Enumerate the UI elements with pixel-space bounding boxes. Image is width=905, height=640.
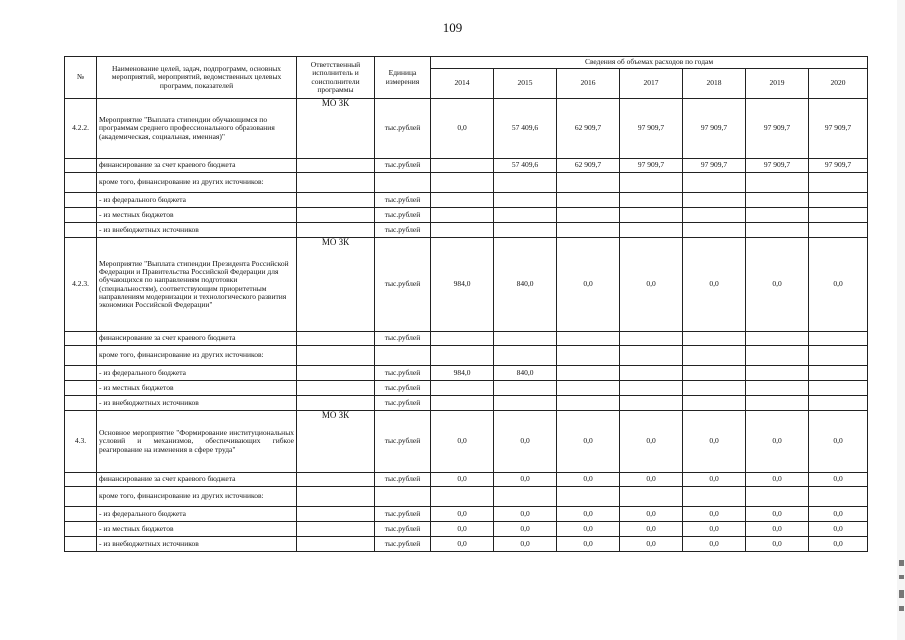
responsible-executor [297,381,375,396]
value-cell: 0,0 [746,238,809,332]
responsible-executor [297,507,375,522]
value-cell [809,332,868,346]
value-cell [809,208,868,223]
funding-row [65,173,868,193]
funding-row [65,193,868,208]
value-cell [494,396,557,411]
funding-source-label: кроме того, финансирование из других источников: [97,346,297,366]
responsible-executor: МО ЗК [297,99,375,159]
responsible-executor [297,193,375,208]
activity-row [65,99,868,159]
unit-cell [375,346,431,366]
value-cell: 0,0 [809,411,868,473]
value-cell [494,346,557,366]
funding-source-label: кроме того, финансирование из других источников: [97,487,297,507]
header-year: 2018 [683,69,746,99]
responsible-executor [297,159,375,173]
header-year: 2019 [746,69,809,99]
value-cell [746,366,809,381]
row-number [65,159,97,173]
value-cell: 0,0 [431,537,494,552]
funding-source-label: кроме того, финансирование из других источников: [97,173,297,193]
value-cell: 984,0 [431,238,494,332]
row-number [65,346,97,366]
value-cell [683,173,746,193]
value-cell: 984,0 [431,366,494,381]
responsible-executor [297,173,375,193]
unit-cell: тыс.рублей [375,99,431,159]
responsible-executor [297,332,375,346]
value-cell [620,396,683,411]
value-cell: 0,0 [494,537,557,552]
value-cell: 0,0 [557,507,620,522]
row-number [65,366,97,381]
responsible-executor [297,208,375,223]
value-cell [620,366,683,381]
page-number: 109 [442,20,463,35]
header-year: 2014 [431,69,494,99]
responsible-executor [297,522,375,537]
value-cell [557,396,620,411]
row-number: 4.2.3. [65,238,97,332]
value-cell [683,346,746,366]
value-cell [746,381,809,396]
value-cell [746,487,809,507]
funding-source-label: - из внебюджетных источников [97,396,297,411]
funding-source-label: - из местных бюджетов [97,381,297,396]
value-cell: 0,0 [683,507,746,522]
value-cell [620,223,683,238]
unit-cell: тыс.рублей [375,238,431,332]
funding-source-label: - из федерального бюджета [97,507,297,522]
value-cell [431,346,494,366]
value-cell [431,173,494,193]
value-cell [431,396,494,411]
value-cell: 97 909,7 [809,159,868,173]
header-name: Наименование целей, задач, подпрограмм, основных мероприятий, мероприятий, ведомственных целевых программ, показателей [97,57,297,99]
value-cell [494,193,557,208]
value-cell: 97 909,7 [746,99,809,159]
header-year: 2017 [620,69,683,99]
unit-cell: тыс.рублей [375,396,431,411]
value-cell [746,193,809,208]
activity-name: Мероприятие "Выплата стипендии Президента Российской Федерации и Правительства Российской Федерации для обучающихся по направлениям подготовки (специальностям), соответствующим приоритетным направлениям модернизации и технологического развития экономики Российской Федерации" [97,238,297,332]
responsible-executor [297,366,375,381]
header-num: № [65,57,97,99]
value-cell: 0,0 [431,411,494,473]
value-cell [494,208,557,223]
funding-row [65,346,868,366]
value-cell [494,173,557,193]
value-cell [809,366,868,381]
row-number: 4.2.2. [65,99,97,159]
value-cell: 0,0 [620,238,683,332]
value-cell [683,223,746,238]
value-cell: 0,0 [494,507,557,522]
value-cell: 0,0 [494,411,557,473]
value-cell [494,487,557,507]
row-number [65,332,97,346]
value-cell: 0,0 [557,411,620,473]
value-cell: 0,0 [620,507,683,522]
value-cell: 0,0 [557,238,620,332]
unit-cell [375,487,431,507]
header-responsible: Ответственный исполнитель и соисполнители программы [297,57,375,99]
value-cell [620,381,683,396]
row-number [65,507,97,522]
value-cell: 97 909,7 [620,159,683,173]
value-cell [557,381,620,396]
activity-row [65,411,868,473]
value-cell [809,381,868,396]
value-cell [809,346,868,366]
value-cell [809,396,868,411]
value-cell: 0,0 [431,473,494,487]
value-cell: 0,0 [557,473,620,487]
budget-table [64,56,868,552]
funding-source-label: - из федерального бюджета [97,193,297,208]
funding-source-label: финансирование за счет краевого бюджета [97,473,297,487]
value-cell: 0,0 [746,473,809,487]
value-cell: 0,0 [620,473,683,487]
header-years-group: Сведения об объемах расходов по годам [431,57,868,69]
value-cell [431,159,494,173]
value-cell [809,193,868,208]
unit-cell [375,173,431,193]
unit-cell: тыс.рублей [375,366,431,381]
value-cell [746,173,809,193]
value-cell [494,332,557,346]
funding-row [65,507,868,522]
value-cell: 0,0 [746,537,809,552]
row-number [65,487,97,507]
value-cell: 0,0 [683,411,746,473]
value-cell: 0,0 [431,507,494,522]
value-cell [494,223,557,238]
value-cell [683,208,746,223]
value-cell: 0,0 [809,522,868,537]
value-cell: 0,0 [494,522,557,537]
value-cell: 0,0 [746,411,809,473]
unit-cell: тыс.рублей [375,507,431,522]
value-cell [557,487,620,507]
funding-row [65,396,868,411]
value-cell [557,208,620,223]
row-number [65,223,97,238]
funding-row [65,208,868,223]
activity-row [65,238,868,332]
value-cell: 0,0 [683,537,746,552]
value-cell: 840,0 [494,238,557,332]
value-cell: 0,0 [683,522,746,537]
value-cell: 0,0 [809,537,868,552]
value-cell [431,223,494,238]
value-cell [494,381,557,396]
row-number [65,522,97,537]
header-year: 2015 [494,69,557,99]
value-cell: 0,0 [746,507,809,522]
header-year: 2020 [809,69,868,99]
value-cell: 97 909,7 [620,99,683,159]
value-cell: 97 909,7 [683,159,746,173]
value-cell [557,332,620,346]
funding-row [65,487,868,507]
value-cell [746,223,809,238]
funding-row [65,159,868,173]
value-cell [557,346,620,366]
value-cell [620,193,683,208]
unit-cell: тыс.рублей [375,223,431,238]
value-cell: 0,0 [683,238,746,332]
value-cell [557,223,620,238]
unit-cell: тыс.рублей [375,193,431,208]
unit-cell: тыс.рублей [375,381,431,396]
row-number [65,473,97,487]
header-year: 2016 [557,69,620,99]
value-cell [431,381,494,396]
value-cell: 0,0 [809,473,868,487]
row-number [65,537,97,552]
value-cell [620,208,683,223]
value-cell [620,346,683,366]
value-cell: 97 909,7 [683,99,746,159]
value-cell: 62 909,7 [557,99,620,159]
responsible-executor [297,396,375,411]
funding-source-label: - из федерального бюджета [97,366,297,381]
funding-row [65,332,868,346]
value-cell: 0,0 [809,238,868,332]
funding-row [65,366,868,381]
value-cell: 840,0 [494,366,557,381]
value-cell: 0,0 [746,522,809,537]
row-number: 4.3. [65,411,97,473]
value-cell [683,396,746,411]
value-cell [809,223,868,238]
value-cell [809,173,868,193]
funding-source-label: - из внебюджетных источников [97,223,297,238]
value-cell [557,366,620,381]
funding-source-label: - из местных бюджетов [97,522,297,537]
value-cell [431,487,494,507]
activity-name: Мероприятие "Выплата стипендии обучающимся по программам среднего профессионального образования (академическая, социальная, именная)" [97,99,297,159]
value-cell [809,487,868,507]
value-cell [683,193,746,208]
value-cell: 0,0 [620,522,683,537]
scan-edge [897,0,905,640]
responsible-executor: МО ЗК [297,238,375,332]
unit-cell: тыс.рублей [375,159,431,173]
value-cell [683,487,746,507]
value-cell [746,208,809,223]
value-cell [746,332,809,346]
activity-name: Основное мероприятие "Формирование институциональных условий и механизмов, обеспечивающих гибкое реагирование на изменения в сфере труда" [97,411,297,473]
value-cell: 0,0 [620,537,683,552]
unit-cell: тыс.рублей [375,473,431,487]
responsible-executor [297,223,375,238]
value-cell: 0,0 [431,99,494,159]
value-cell [746,396,809,411]
responsible-executor [297,473,375,487]
unit-cell: тыс.рублей [375,332,431,346]
value-cell: 0,0 [683,473,746,487]
funding-row [65,473,868,487]
value-cell [557,173,620,193]
row-number [65,381,97,396]
value-cell [620,487,683,507]
value-cell [683,332,746,346]
funding-source-label: - из местных бюджетов [97,208,297,223]
table-body [65,99,868,552]
value-cell: 97 909,7 [809,99,868,159]
row-number [65,208,97,223]
unit-cell: тыс.рублей [375,537,431,552]
row-number [65,396,97,411]
unit-cell: тыс.рублей [375,411,431,473]
value-cell: 0,0 [620,411,683,473]
funding-source-label: финансирование за счет краевого бюджета [97,332,297,346]
value-cell [431,208,494,223]
value-cell: 62 909,7 [557,159,620,173]
value-cell: 57 409,6 [494,99,557,159]
value-cell [746,346,809,366]
funding-row [65,381,868,396]
value-cell: 57 409,6 [494,159,557,173]
unit-cell: тыс.рублей [375,522,431,537]
unit-cell: тыс.рублей [375,208,431,223]
funding-row [65,522,868,537]
value-cell: 97 909,7 [746,159,809,173]
funding-row [65,537,868,552]
row-number [65,173,97,193]
value-cell: 0,0 [494,473,557,487]
value-cell [431,332,494,346]
value-cell [431,193,494,208]
funding-source-label: - из внебюджетных источников [97,537,297,552]
row-number [65,193,97,208]
value-cell [557,193,620,208]
responsible-executor: МО ЗК [297,411,375,473]
responsible-executor [297,537,375,552]
value-cell: 0,0 [809,507,868,522]
value-cell: 0,0 [557,537,620,552]
responsible-executor [297,346,375,366]
value-cell [683,366,746,381]
funding-source-label: финансирование за счет краевого бюджета [97,159,297,173]
value-cell [683,381,746,396]
value-cell [620,173,683,193]
value-cell: 0,0 [431,522,494,537]
funding-row [65,223,868,238]
responsible-executor [297,487,375,507]
value-cell [620,332,683,346]
header-unit: Единица измерения [375,57,431,99]
value-cell: 0,0 [557,522,620,537]
